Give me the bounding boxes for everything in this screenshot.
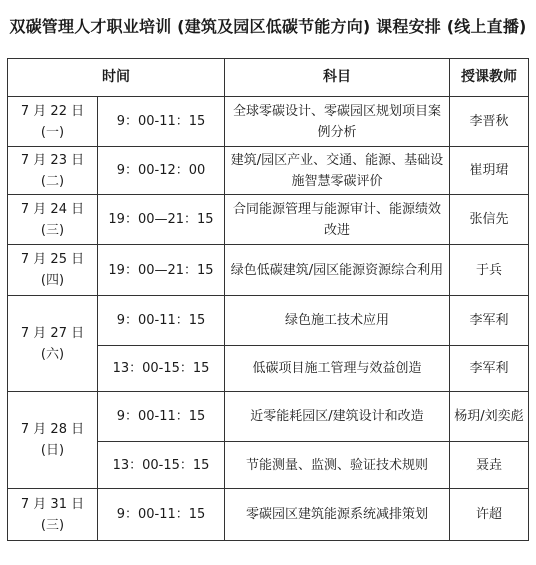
teacher-cell: 李晋秋 [450, 97, 529, 147]
teacher-cell: 李军利 [450, 296, 529, 346]
weekday: (一) [40, 124, 65, 140]
time-cell: 9：00-11：15 [98, 97, 225, 147]
table-row [8, 147, 529, 195]
header-time: 时间 [8, 59, 225, 97]
time-cell: 9：00-11：15 [98, 296, 225, 346]
teacher-cell: 崔玥珺 [450, 147, 529, 195]
time-cell: 13：00-15：15 [98, 346, 225, 392]
date-cell [8, 489, 98, 541]
subject-cell: 合同能源管理与能源审计、能源绩效改进 [225, 195, 450, 245]
weekday: (日) [40, 443, 65, 458]
time-cell: 19：00—21：15 [98, 195, 225, 245]
date: 7 月 31 日 [20, 496, 85, 512]
date: 7 月 28 日 [20, 422, 85, 437]
teacher-cell: 聂垚 [450, 442, 529, 489]
subject-cell: 零碳园区建筑能源系统减排策划 [225, 489, 450, 541]
subject-cell: 绿色低碳建筑/园区能源资源综合利用 [225, 245, 450, 296]
teacher-cell: 张信先 [450, 195, 529, 245]
date-cell [8, 245, 98, 296]
time-cell: 13：00-15：15 [98, 442, 225, 489]
table-row [8, 489, 529, 541]
teacher-cell: 于兵 [450, 245, 529, 296]
time-cell: 9：00-12：00 [98, 147, 225, 195]
table-row [8, 195, 529, 245]
time-cell: 9：00-11：15 [98, 392, 225, 442]
table-row [8, 296, 529, 346]
header-teacher: 授课教师 [450, 59, 529, 97]
table-row [8, 392, 529, 442]
weekday: (六) [40, 346, 65, 362]
teacher-cell: 杨玥/刘奕彪 [450, 392, 529, 442]
weekday: (三) [40, 517, 65, 533]
date-cell [8, 147, 98, 195]
date: 7 月 22 日 [20, 103, 85, 119]
time-cell: 9：00-11：15 [98, 489, 225, 541]
subject-cell: 全球零碳设计、零碳园区规划项目案例分析 [225, 97, 450, 147]
page-title: 双碳管理人才职业培训 (建筑及园区低碳节能方向) 课程安排 (线上直播) [9, 17, 527, 36]
weekday: (三) [40, 222, 65, 238]
subject-cell: 近零能耗园区/建筑设计和改造 [225, 392, 450, 442]
date: 7 月 25 日 [20, 252, 85, 267]
table-row [8, 97, 529, 147]
weekday: (二) [40, 173, 65, 189]
subject-cell: 绿色施工技术应用 [225, 296, 450, 346]
teacher-cell: 李军利 [450, 346, 529, 392]
subject-cell: 低碳项目施工管理与效益创造 [225, 346, 450, 392]
date: 7 月 24 日 [20, 201, 85, 217]
teacher-cell: 许超 [450, 489, 529, 541]
date-cell [8, 296, 98, 392]
weekday: (四) [40, 273, 65, 288]
date: 7 月 23 日 [20, 152, 85, 168]
schedule-table [7, 58, 529, 541]
time-cell: 19：00—21：15 [98, 245, 225, 296]
table-header-row [8, 59, 529, 97]
table-row [8, 245, 529, 296]
header-subject: 科目 [225, 59, 450, 97]
date-cell [8, 392, 98, 489]
subject-cell: 节能测量、监测、验证技术规则 [225, 442, 450, 489]
date-cell [8, 195, 98, 245]
date: 7 月 27 日 [20, 325, 85, 341]
date-cell [8, 97, 98, 147]
subject-cell: 建筑/园区产业、交通、能源、基础设施智慧零碳评价 [225, 147, 450, 195]
